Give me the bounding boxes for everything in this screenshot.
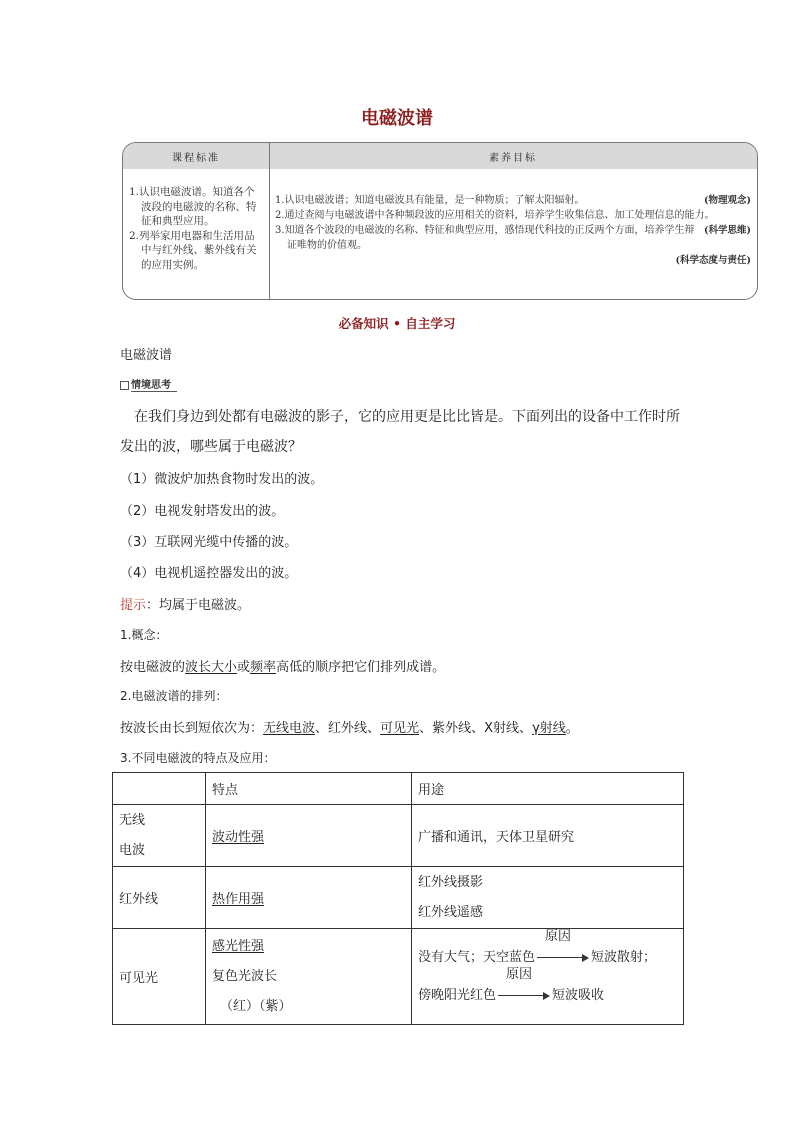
table-cell-feature bbox=[206, 929, 412, 1025]
table-cell-name bbox=[113, 805, 206, 867]
use-text: 没有大气；天空蓝色 bbox=[418, 949, 536, 965]
header-literacy-goal: 素养目标 bbox=[489, 153, 537, 164]
question-item: （3）互联网光缆中传播的波。 bbox=[120, 535, 298, 550]
section-heading: 电磁波谱 bbox=[120, 348, 173, 363]
table-cell-feature bbox=[206, 805, 412, 867]
cell-line: 红外线摄影 bbox=[418, 874, 484, 890]
standards-box bbox=[122, 142, 758, 300]
table-header-cell: 特点 bbox=[206, 773, 412, 805]
concept-underline: 频率 bbox=[250, 660, 277, 675]
cell-line bbox=[418, 928, 677, 977]
cell-line bbox=[212, 932, 405, 962]
table-header-cell: 用途 bbox=[412, 773, 684, 805]
order-heading: 2.电磁波谱的排列： bbox=[120, 689, 228, 703]
cell-line bbox=[418, 966, 677, 1015]
concept-text bbox=[120, 656, 445, 675]
literacy-goal-item bbox=[275, 223, 751, 253]
situation-label-text: 情境思考 bbox=[131, 380, 177, 392]
situation-label bbox=[120, 376, 177, 391]
order-sep: 、 bbox=[367, 721, 381, 736]
arrow-icon bbox=[498, 966, 550, 999]
table-row bbox=[113, 805, 684, 867]
table-header-row bbox=[113, 773, 684, 805]
concept-heading: 1.概念： bbox=[120, 628, 168, 642]
concept-part: 或 bbox=[237, 660, 251, 675]
order-item: 红外线 bbox=[328, 721, 368, 736]
order-prefix: 按波长由长到短依次为： bbox=[120, 721, 264, 736]
feature-underline: 热作用强 bbox=[212, 892, 265, 907]
cell-line: 红外线遥感 bbox=[418, 904, 484, 920]
cell-line: 电波 bbox=[119, 842, 146, 858]
intro-line-1: 在我们身边到处都有电磁波的影子，它的应用更是比比皆是。下面列出的设备中工作时所 bbox=[134, 409, 680, 425]
table-cell-use bbox=[412, 929, 684, 1025]
question-item: （1）微波炉加热食物时发出的波。 bbox=[120, 472, 324, 487]
standards-box-header bbox=[123, 143, 757, 169]
order-item: X射线 bbox=[484, 721, 520, 736]
literacy-goal-text: 2.通过查阅与电磁波谱中各种频段波的应用相关的资料，培养学生收集信息、加工处理信息的能力。 bbox=[275, 210, 715, 221]
page-title: 电磁波谱 bbox=[361, 108, 433, 129]
literacy-goal-tag: (物理观念) bbox=[704, 195, 751, 206]
literacy-goal-list bbox=[275, 193, 751, 268]
order-item: γ射线 bbox=[532, 721, 566, 736]
arrow-label: 原因 bbox=[545, 928, 572, 944]
course-standard-item: 1.认识电磁波谱。知道各个波段的电磁波的名称、特征和典型应用。 bbox=[129, 186, 257, 227]
table-row bbox=[113, 929, 684, 1025]
table-cell-use: 广播和通讯，天体卫星研究 bbox=[412, 805, 684, 867]
question-item: （4）电视机遥控器发出的波。 bbox=[120, 566, 298, 581]
table-cell-name: 红外线 bbox=[113, 867, 206, 929]
cell-line: （红）（紫） bbox=[220, 998, 292, 1014]
order-item: 可见光 bbox=[380, 721, 420, 736]
course-standard-list bbox=[129, 185, 263, 272]
literacy-goal-text: 1.认识电磁波谱；知道电磁波具有能量，是一种物质；了解太阳辐射。 bbox=[275, 195, 585, 206]
question-item: （2）电视发射塔发出的波。 bbox=[120, 504, 285, 519]
order-item: 紫外线 bbox=[432, 721, 472, 736]
order-sep: 、 bbox=[315, 721, 329, 736]
literacy-goal-item bbox=[275, 208, 751, 236]
arrow-label: 原因 bbox=[506, 966, 533, 982]
section-subtitle: 必备知识 • 自主学习 bbox=[338, 316, 456, 331]
order-sep: 、 bbox=[519, 721, 533, 736]
hint-label: 提示 bbox=[120, 598, 147, 613]
literacy-goal-tag: (科学态度与责任) bbox=[675, 255, 751, 266]
intro-line-2: 发出的波，哪些属于电磁波？ bbox=[120, 439, 302, 455]
wave-table bbox=[112, 772, 684, 1025]
use-text: 短波散射； bbox=[591, 949, 657, 965]
hint bbox=[120, 594, 250, 613]
feature-underline: 波动性强 bbox=[212, 830, 265, 845]
order-sep: 、 bbox=[419, 721, 433, 736]
course-standard-item: 2.列举家用电器和生活用品中与红外线、紫外线有关的应用实例。 bbox=[129, 229, 257, 271]
checkbox-icon bbox=[120, 381, 129, 390]
use-text: 傍晚阳光红色 bbox=[418, 987, 497, 1003]
feature-underline: 感光性强 bbox=[212, 938, 265, 954]
literacy-goal-tag: (科学思维) bbox=[704, 225, 751, 236]
use-text: 短波吸收 bbox=[552, 987, 605, 1003]
order-end: 。 bbox=[565, 721, 579, 736]
hint-text: ：均属于电磁波。 bbox=[146, 598, 251, 613]
order-sep: 、 bbox=[471, 721, 485, 736]
cell-line: 无线 bbox=[119, 812, 146, 828]
table-cell-name: 可见光 bbox=[113, 929, 206, 1025]
arrow-icon bbox=[537, 928, 589, 961]
concept-part: 高低的顺序把它们排列成谱。 bbox=[276, 660, 446, 675]
concept-underline: 波长大小 bbox=[185, 660, 238, 675]
table-heading: 3.不同电磁波的特点及应用： bbox=[120, 751, 276, 765]
order-text bbox=[120, 717, 579, 736]
box-divider bbox=[269, 143, 270, 299]
table-header-cell bbox=[113, 773, 206, 805]
cell-line: 复色光波长 bbox=[212, 968, 278, 984]
table-cell-feature bbox=[206, 867, 412, 929]
order-item: 无线电波 bbox=[263, 721, 316, 736]
literacy-goal-item bbox=[275, 193, 751, 208]
literacy-goal-text: 3.知道各个波段的电磁波的名称、特征和典型应用，感悟现代科技的正反两个方面，培养学生辩证唯物的价值观。 bbox=[275, 225, 695, 251]
table-row bbox=[113, 867, 684, 929]
concept-part: 按电磁波的 bbox=[120, 660, 186, 675]
header-course-standard: 课程标准 bbox=[172, 153, 220, 164]
